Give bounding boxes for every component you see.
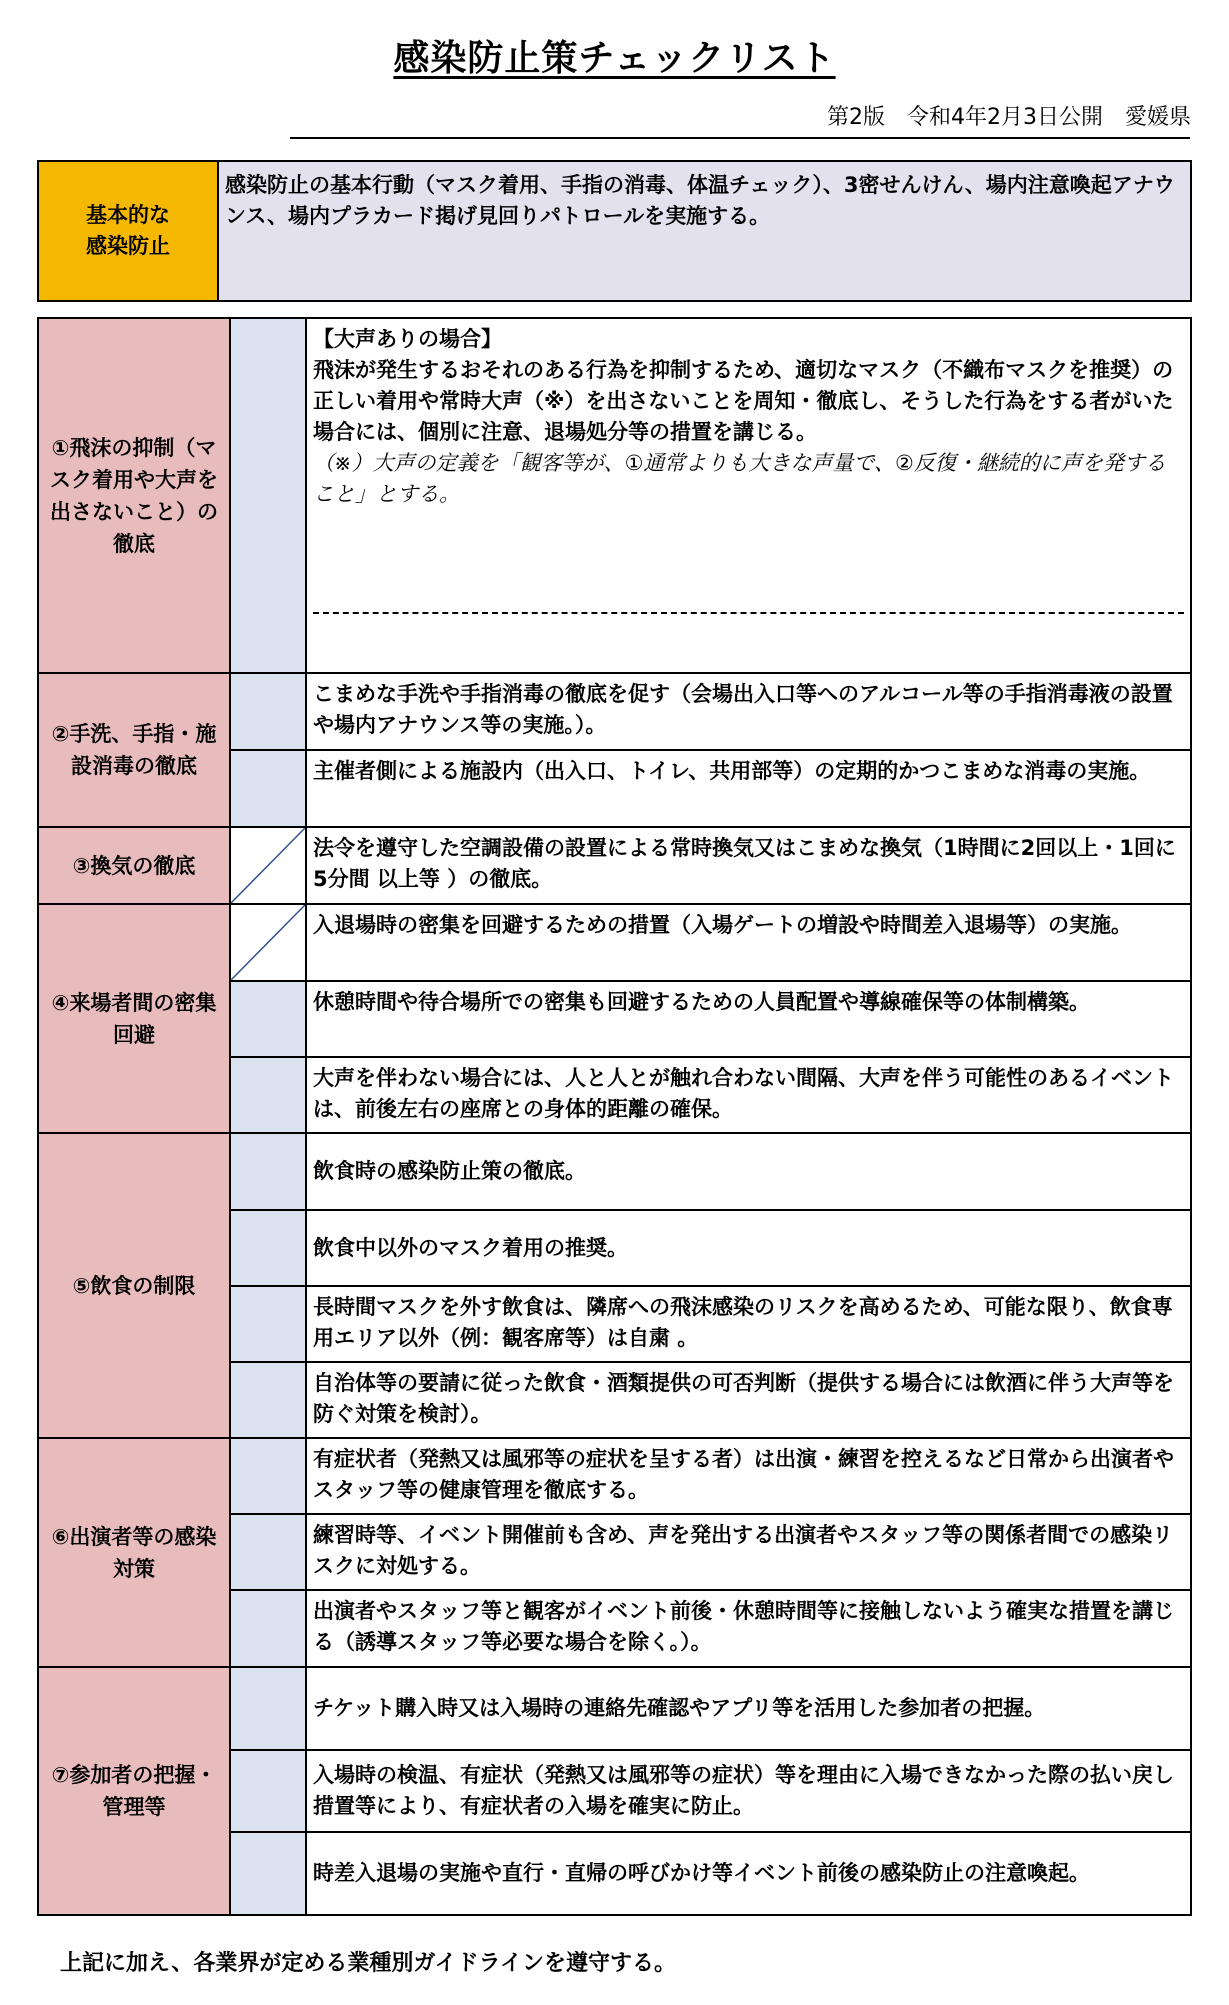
check-box[interactable]: [230, 673, 306, 750]
category-label: ①飛沫の抑制（マスク着用や大声を出さないこと）の徹底: [38, 318, 230, 673]
checklist-item-text: 大声を伴わない場合には、人と人とが触れ合わない間隔、大声を伴う可能性のあるイベントは、前後左右の座席との身体的距離の確保。: [306, 1057, 1191, 1133]
dashed-divider: [313, 612, 1184, 614]
version-info: 第2版 令和4年2月3日公開 愛媛県: [827, 105, 1191, 130]
footer-note: 上記に加え、各業界が定める業種別ガイドラインを遵守する。: [60, 1951, 677, 1976]
page-title: 感染防止策チェックリスト: [393, 38, 836, 79]
slash-mark: [231, 828, 305, 903]
check-box[interactable]: [230, 1750, 306, 1832]
category-label: ⑤飲食の制限: [38, 1133, 230, 1438]
check-box-disabled: [230, 904, 306, 981]
category-label: ③換気の徹底: [38, 827, 230, 904]
checklist-item-text: 練習時等、イベント開催前も含め、声を発出する出演者やスタッフ等の関係者間での感染リスクに対処する。: [306, 1514, 1191, 1590]
slash-mark: [231, 905, 305, 980]
checklist-item-text: 入場時の検温、有症状（発熱又は風邪等の症状）等を理由に入場できなかった際の払い戻し措置等により、有症状者の入場を確実に防止。: [306, 1750, 1191, 1832]
checklist-item-text: [306, 318, 1191, 673]
checklist-item-text: 出演者やスタッフ等と観客がイベント前後・休憩時間等に接触しないよう確実な措置を講じる（誘導スタッフ等必要な場合を除く。）。: [306, 1590, 1191, 1667]
checklist-item-text: 入退場時の密集を回避するための措置（入場ゲートの増設や時間差入退場等）の実施。: [306, 904, 1191, 981]
checklist-item-text: 有症状者（発熱又は風邪等の症状を呈する者）は出演・練習を控えるなど日常から出演者やスタッフ等の健康管理を徹底する。: [306, 1438, 1191, 1514]
basic-prevention-table: [37, 160, 1192, 302]
check-box[interactable]: [230, 1286, 306, 1362]
checklist-item-text: チケット購入時又は入場時の連絡先確認やアプリ等を活用した参加者の把握。: [306, 1667, 1191, 1750]
header-divider: [290, 137, 1190, 139]
basic-heading: 基本的な 感染防止: [38, 161, 218, 301]
checklist-item-text: 休憩時間や待合場所での密集も回避するための人員配置や導線確保等の体制構築。: [306, 981, 1191, 1057]
check-box[interactable]: [230, 1832, 306, 1915]
check-box[interactable]: [230, 1590, 306, 1667]
checklist-item-text: 飲食時の感染防止策の徹底。: [306, 1133, 1191, 1210]
check-box[interactable]: [230, 1210, 306, 1286]
check-box-disabled: [230, 827, 306, 904]
check-box[interactable]: [230, 1057, 306, 1133]
check-box[interactable]: [230, 1667, 306, 1750]
item-subhead: 【大声ありの場合】: [313, 327, 502, 351]
checklist-item-text: 飲食中以外のマスク着用の推奨。: [306, 1210, 1191, 1286]
check-box[interactable]: [230, 1514, 306, 1590]
check-box[interactable]: [230, 1438, 306, 1514]
check-box[interactable]: [230, 981, 306, 1057]
check-box[interactable]: [230, 1133, 306, 1210]
category-label: ②手洗、手指・施設消毒の徹底: [38, 673, 230, 827]
checklist-item-text: 主催者側による施設内（出入口、トイレ、共用部等）の定期的かつこまめな消毒の実施。: [306, 750, 1191, 827]
item-text: 飛沫が発生するおそれのある行為を抑制するため、適切なマスク（不織布マスクを推奨）の正しい着用や常時大声（※）を出さないことを周知・徹底し、そうした行為をする者がいた場合には、個別に注意、退場処分等の措置を講じる。: [313, 358, 1174, 444]
check-box[interactable]: [230, 318, 306, 673]
category-label: ④来場者間の密集回避: [38, 904, 230, 1133]
item-note: （※）大声の定義を「観客等が、①通常よりも大きな声量で、②反復・継続的に声を発すること」とする。: [313, 451, 1166, 506]
check-box[interactable]: [230, 750, 306, 827]
checklist-item-text: 長時間マスクを外す飲食は、隣席への飛沫感染のリスクを高めるため、可能な限り、飲食専用エリア以外（例：観客席等）は自粛 。: [306, 1286, 1191, 1362]
checklist-table: [37, 317, 1192, 1916]
category-label: ⑦参加者の把握・管理等: [38, 1667, 230, 1915]
checklist-item-text: 自治体等の要請に従った飲食・酒類提供の可否判断（提供する場合には飲酒に伴う大声等を防ぐ対策を検討）。: [306, 1362, 1191, 1438]
basic-text: 感染防止の基本行動（マスク着用、手指の消毒、体温チェック）、3密せんけん、場内注意喚起アナウンス、場内プラカード掲げ見回りパトロールを実施する。: [218, 161, 1191, 301]
checklist-item-text: こまめな手洗や手指消毒の徹底を促す（会場出入口等へのアルコール等の手指消毒液の設置や場内アナウンス等の実施。）。: [306, 673, 1191, 750]
checklist-item-text: 時差入退場の実施や直行・直帰の呼びかけ等イベント前後の感染防止の注意喚起。: [306, 1832, 1191, 1915]
category-label: ⑥出演者等の感染対策: [38, 1438, 230, 1667]
check-box[interactable]: [230, 1362, 306, 1438]
checklist-item-text: 法令を遵守した空調設備の設置による常時換気又はこまめな換気（1時間に2回以上・1回に5分間 以上等 ）の徹底。: [306, 827, 1191, 904]
